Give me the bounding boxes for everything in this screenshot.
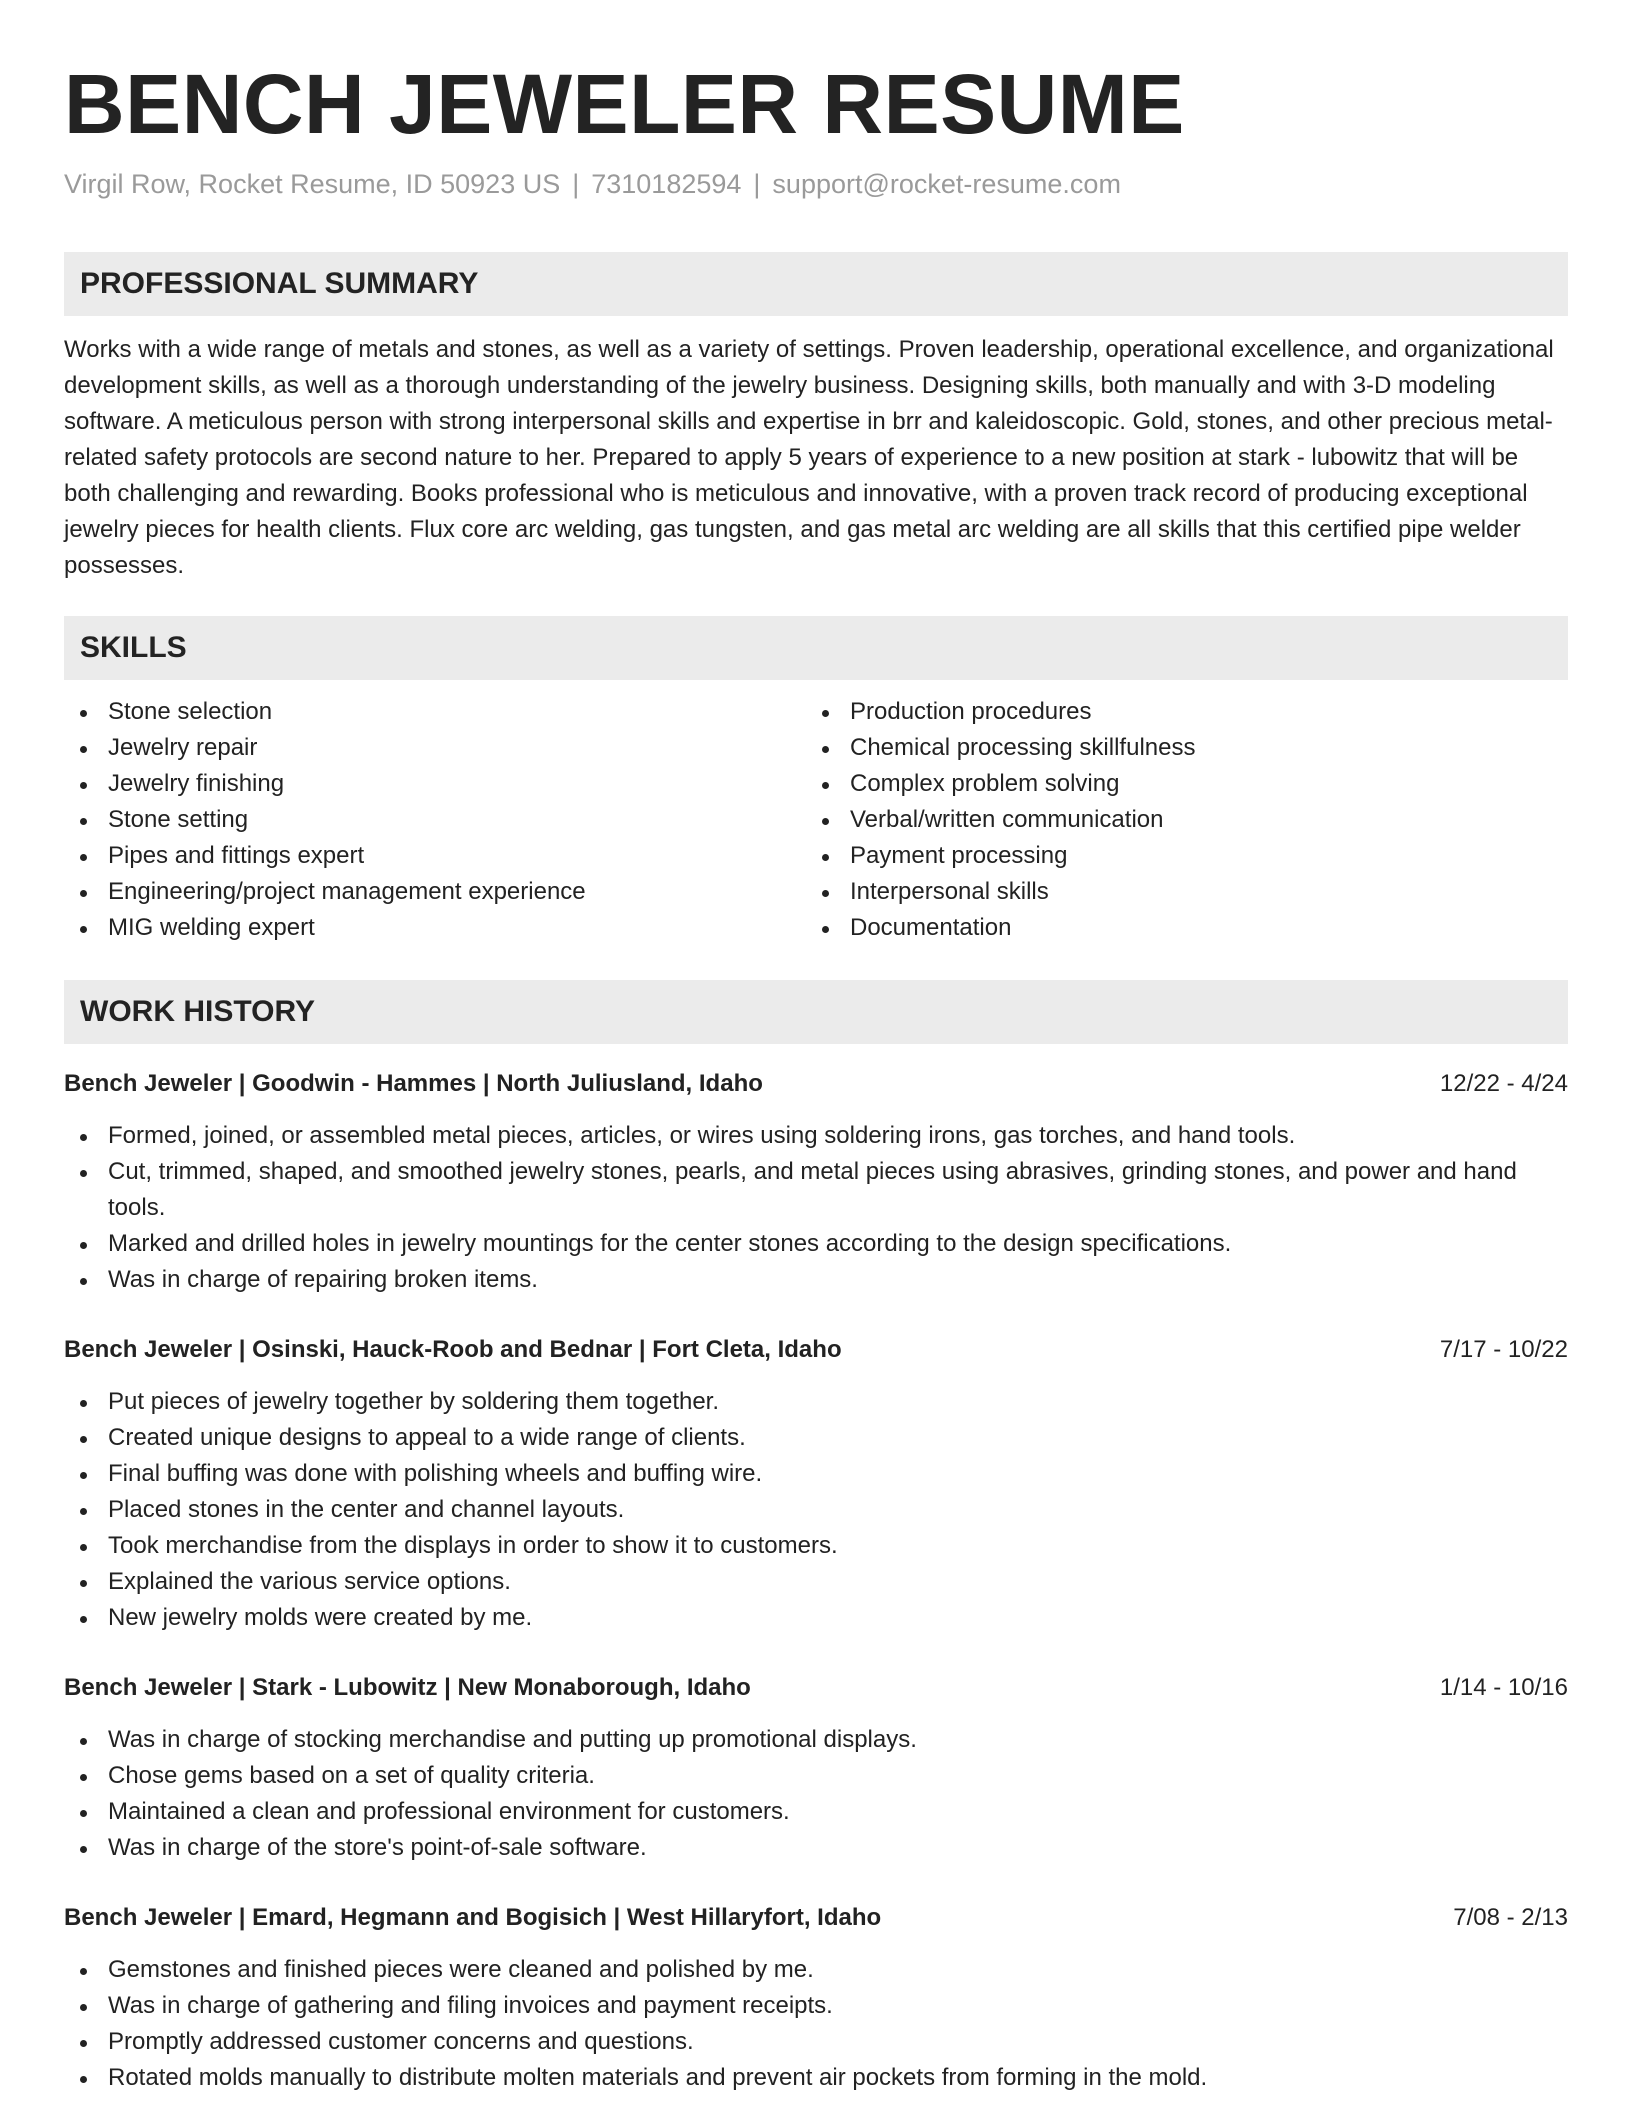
- skill-item: Stone setting: [64, 802, 806, 838]
- skill-item: Jewelry repair: [64, 730, 806, 766]
- resume-page: [64, 0, 1568, 2096]
- job-bullet: Maintained a clean and professional environment for customers.: [64, 1794, 1568, 1830]
- job-bullet: Cut, trimmed, shaped, and smoothed jewelry stones, pearls, and metal pieces using abrasives, grinding stones, and power and hand tools.: [64, 1154, 1568, 1226]
- job-bullets: [64, 1384, 1568, 1636]
- section-heading-summary: PROFESSIONAL SUMMARY: [64, 252, 1568, 316]
- job-bullets: [64, 1722, 1568, 1866]
- job-entry: [64, 1332, 1568, 1636]
- job-header: [64, 1332, 1568, 1368]
- skills-column-right: [806, 694, 1548, 946]
- job-bullet: Took merchandise from the displays in order to show it to customers.: [64, 1528, 1568, 1564]
- job-header: [64, 1670, 1568, 1706]
- job-entry: [64, 1900, 1568, 2096]
- job-title: Bench Jeweler | Stark - Lubowitz | New Monaborough, Idaho: [64, 1674, 751, 1701]
- resume-title: BENCH JEWELER RESUME: [64, 57, 1185, 151]
- job-header: [64, 1066, 1568, 1102]
- contact-phone: 7310182594: [591, 169, 742, 199]
- contact-separator: |: [753, 169, 761, 199]
- job-bullet: Explained the various service options.: [64, 1564, 1568, 1600]
- skill-item: Pipes and fittings expert: [64, 838, 806, 874]
- job-bullet: Put pieces of jewelry together by soldering them together.: [64, 1384, 1568, 1420]
- job-entry: [64, 1066, 1568, 1298]
- skill-item: Payment processing: [806, 838, 1548, 874]
- section-heading-skills: SKILLS: [64, 616, 1568, 680]
- skill-item: Jewelry finishing: [64, 766, 806, 802]
- skill-item: Documentation: [806, 910, 1548, 946]
- contact-separator: |: [572, 169, 580, 199]
- contact-address: Virgil Row, Rocket Resume, ID 50923 US: [64, 169, 561, 199]
- job-bullet: Created unique designs to appeal to a wide range of clients.: [64, 1420, 1568, 1456]
- skill-item: Production procedures: [806, 694, 1548, 730]
- job-title: Bench Jeweler | Osinski, Hauck-Roob and Bednar | Fort Cleta, Idaho: [64, 1336, 842, 1363]
- job-dates: 7/08 - 2/13: [1453, 1904, 1568, 1931]
- skills-column-left: [64, 694, 806, 946]
- skill-item: Complex problem solving: [806, 766, 1548, 802]
- job-bullets: [64, 1118, 1568, 1298]
- job-title: Bench Jeweler | Emard, Hegmann and Bogisich | West Hillaryfort, Idaho: [64, 1904, 882, 1931]
- job-bullet: Chose gems based on a set of quality criteria.: [64, 1758, 1568, 1794]
- job-bullet: Was in charge of stocking merchandise and putting up promotional displays.: [64, 1722, 1568, 1758]
- contact-line: [64, 166, 1568, 202]
- job-bullet: Placed stones in the center and channel layouts.: [64, 1492, 1568, 1528]
- job-entry: [64, 1670, 1568, 1866]
- job-bullet: New jewelry molds were created by me.: [64, 1600, 1568, 1636]
- job-bullet: Rotated molds manually to distribute molten materials and prevent air pockets from forming in the mold.: [64, 2060, 1568, 2096]
- job-bullet: Was in charge of gathering and filing invoices and payment receipts.: [64, 1988, 1568, 2024]
- skill-item: Chemical processing skillfulness: [806, 730, 1548, 766]
- job-bullet: Final buffing was done with polishing wheels and buffing wire.: [64, 1456, 1568, 1492]
- job-dates: 1/14 - 10/16: [1439, 1674, 1568, 1701]
- job-bullet: Formed, joined, or assembled metal pieces, articles, or wires using soldering irons, gas torches, and hand tools.: [64, 1118, 1568, 1154]
- job-title: Bench Jeweler | Goodwin - Hammes | North Juliusland, Idaho: [64, 1070, 763, 1097]
- contact-email: support@rocket-resume.com: [772, 169, 1121, 199]
- job-header: [64, 1900, 1568, 1936]
- job-bullet: Gemstones and finished pieces were cleaned and polished by me.: [64, 1952, 1568, 1988]
- skills-list: [64, 694, 1568, 946]
- job-bullet: Was in charge of the store's point-of-sale software.: [64, 1830, 1568, 1866]
- job-dates: 12/22 - 4/24: [1439, 1070, 1568, 1097]
- job-bullet: Promptly addressed customer concerns and questions.: [64, 2024, 1568, 2060]
- skill-item: Stone selection: [64, 694, 806, 730]
- skill-item: Engineering/project management experience: [64, 874, 806, 910]
- summary-text: Works with a wide range of metals and stones, as well as a variety of settings. Proven leadership, operational excellence, and organizational development skills, as well as a thorough understanding of the jewelry business. Designing skills, both manually and with 3-D modeling software. A meticulous person with strong interpersonal skills and expertise in brr and kaleidoscopic. Gold, stones, and other precious metal-related safety protocols are second nature to her. Prepared to apply 5 years of experience to a new position at stark - lubowitz that will be both challenging and rewarding. Books professional who is meticulous and innovative, with a proven track record of producing exceptional jewelry pieces for health clients. Flux core arc welding, gas tungsten, and gas metal arc welding are all skills that this certified pipe welder possesses.: [64, 336, 1554, 579]
- job-bullets: [64, 1952, 1568, 2096]
- section-heading-work-history: WORK HISTORY: [64, 980, 1568, 1044]
- skill-item: MIG welding expert: [64, 910, 806, 946]
- job-bullet: Marked and drilled holes in jewelry mountings for the center stones according to the design specifications.: [64, 1226, 1568, 1262]
- job-bullet: Was in charge of repairing broken items.: [64, 1262, 1568, 1298]
- job-dates: 7/17 - 10/22: [1439, 1336, 1568, 1363]
- skill-item: Interpersonal skills: [806, 874, 1548, 910]
- skill-item: Verbal/written communication: [806, 802, 1548, 838]
